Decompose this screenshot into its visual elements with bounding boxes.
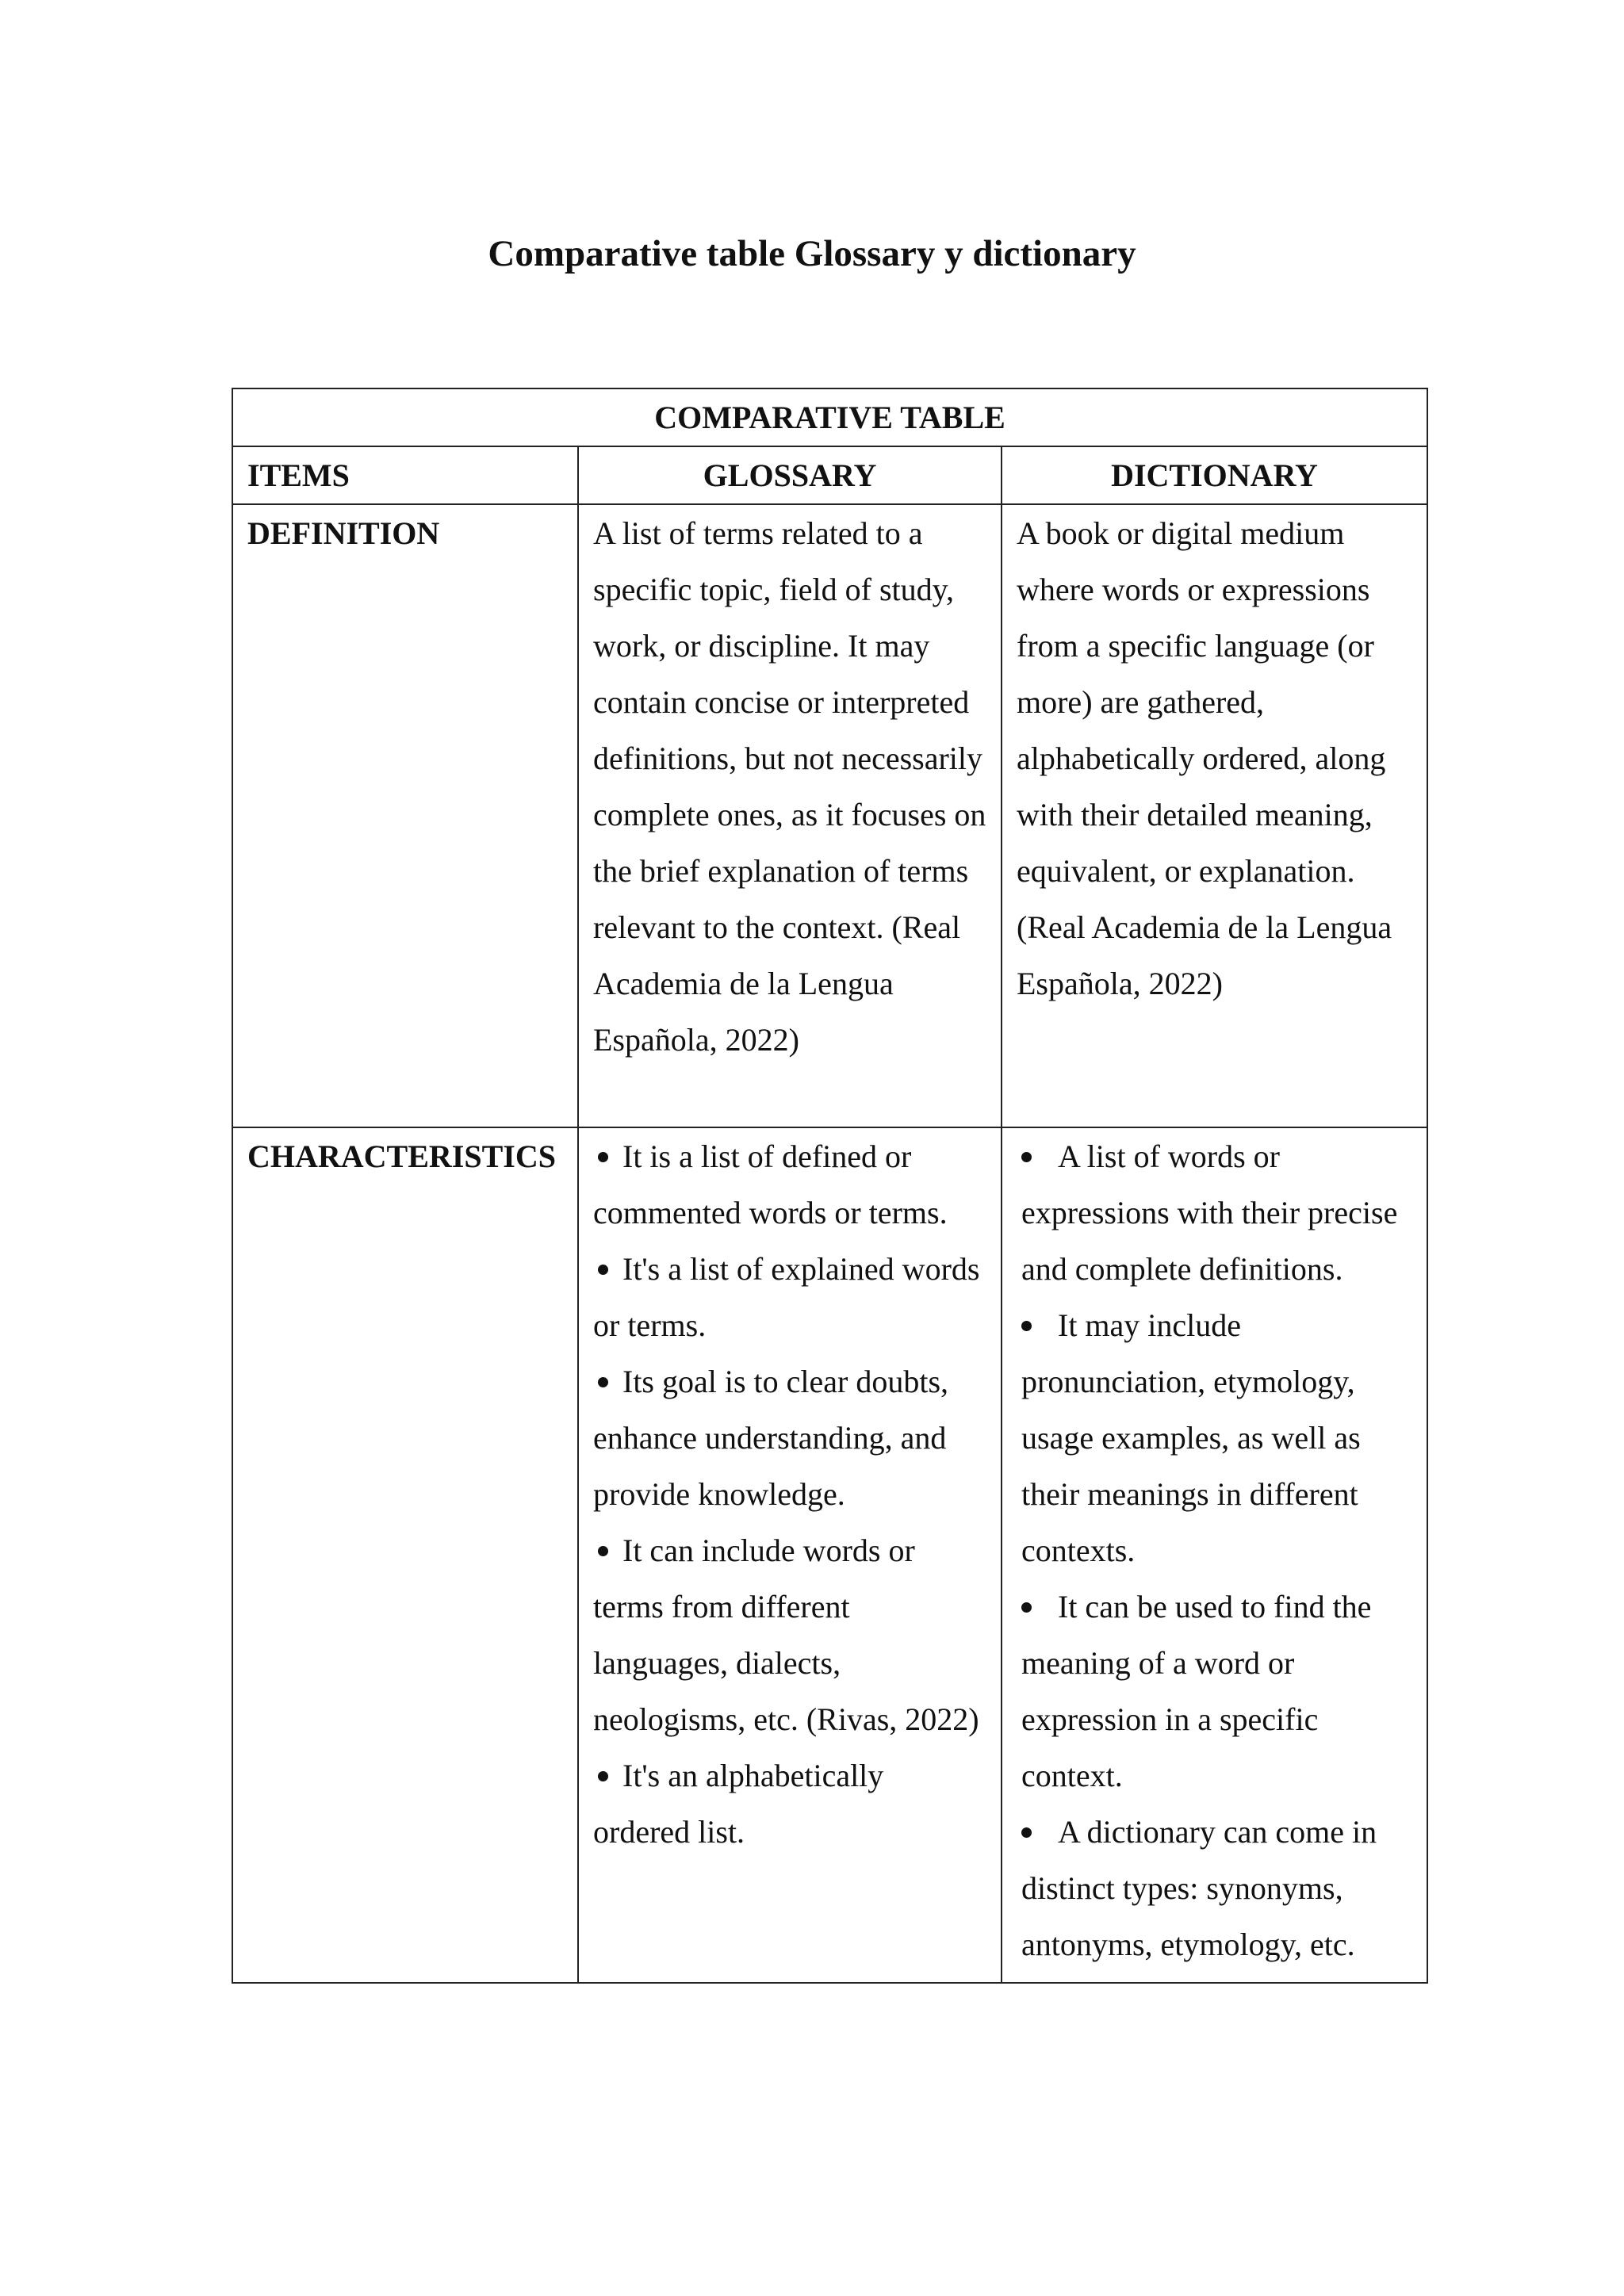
bullet-icon bbox=[1021, 1827, 1032, 1838]
dictionary-definition: A book or digital medium where words or expressions from a specific language (or more) are gathered, alphabetically ordered, along with their detailed meaning, equivalent, or explanation. (Real Academia de la Lengua Española, 2022) bbox=[1002, 504, 1427, 1127]
document-title: Comparative table Glossary y dictionary bbox=[488, 233, 1136, 274]
list-item: It's a list of explained words or terms. bbox=[593, 1251, 980, 1343]
bullet-icon bbox=[1021, 1602, 1032, 1613]
bullet-icon bbox=[598, 1771, 608, 1781]
glossary-definition: A list of terms related to a specific topic, field of study, work, or discipline. It may contain concise or interpreted definitions, but not necessarily complete ones, as it focuses on the brief explanation of terms relevant to the context. (Real Academia de la Lengua Española, 2022) bbox=[578, 504, 1002, 1127]
dictionary-characteristics bbox=[1002, 1127, 1427, 1983]
row-label-characteristics: CHARACTERISTICS bbox=[232, 1127, 578, 1983]
list-item: It's an alphabetically ordered list. bbox=[593, 1758, 884, 1850]
list-item: A dictionary can come in distinct types: synonyms, antonyms, etymology, etc. bbox=[1021, 1814, 1377, 1962]
bullet-icon bbox=[598, 1265, 608, 1275]
list-item: It is a list of defined or commented words or terms. bbox=[593, 1138, 948, 1230]
list-item: It may include pronunciation, etymology, usage examples, as well as their meanings in different contexts. bbox=[1021, 1307, 1361, 1568]
list-item: Its goal is to clear doubts, enhance understanding, and provide knowledge. bbox=[593, 1364, 949, 1512]
bullet-icon bbox=[598, 1377, 608, 1387]
bullet-icon bbox=[598, 1152, 608, 1162]
table-caption: COMPARATIVE TABLE bbox=[232, 388, 1427, 446]
header-glossary: GLOSSARY bbox=[578, 446, 1002, 504]
bullet-icon bbox=[1021, 1152, 1032, 1162]
header-items: ITEMS bbox=[232, 446, 578, 504]
list-item: A list of words or expressions with their precise and complete definitions. bbox=[1021, 1138, 1398, 1287]
bullet-icon bbox=[1021, 1321, 1032, 1331]
list-item: It can include words or terms from different languages, dialects, neologisms, etc. (Rivas, 2022) bbox=[593, 1533, 979, 1737]
glossary-characteristics bbox=[578, 1127, 1002, 1983]
bullet-icon bbox=[598, 1546, 608, 1556]
list-item: It can be used to find the meaning of a word or expression in a specific context. bbox=[1021, 1589, 1372, 1793]
header-dictionary: DICTIONARY bbox=[1002, 446, 1427, 504]
row-label-definition: DEFINITION bbox=[232, 504, 578, 1127]
comparative-table bbox=[232, 388, 1428, 1984]
